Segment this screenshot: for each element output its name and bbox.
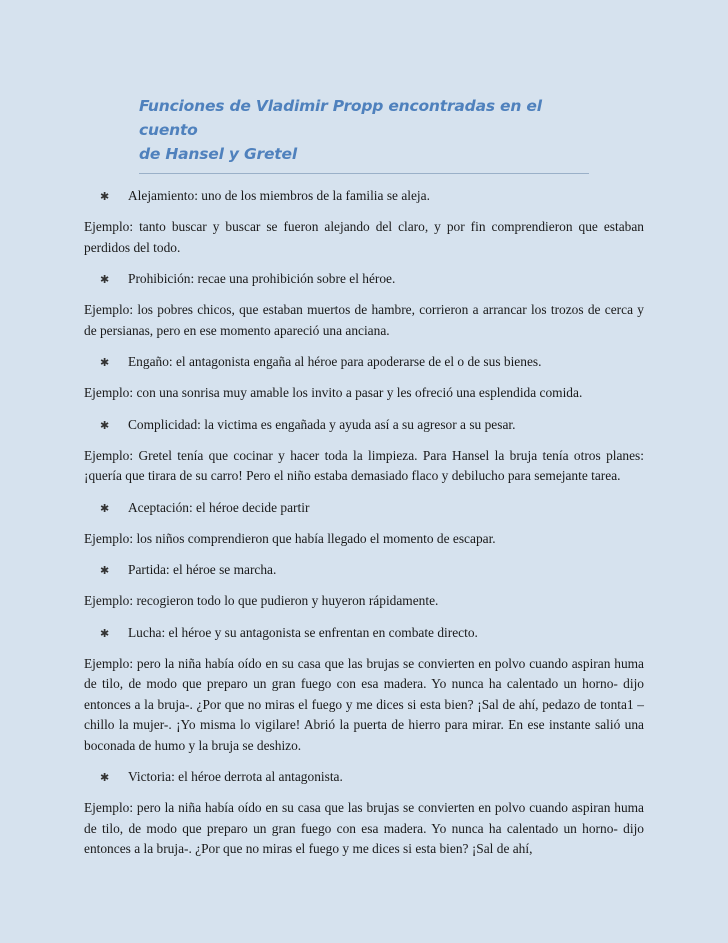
asterisk-icon: ✱ — [100, 357, 110, 369]
bullet-text: Engaño: el antagonista engaña al héroe para apoderarse de el o de sus bienes. — [128, 354, 542, 369]
section-1 — [84, 186, 644, 258]
bullet-item — [100, 415, 644, 436]
document-title-line-2: de Hansel y Gretel — [139, 145, 297, 163]
example-paragraph: Ejemplo: pero la niña había oído en su casa que las brujas se convierten en polvo cuando aspiran huma de tilo, de modo que preparo un gran fuego con esa madera. Yo nunca ha calentado un horno- dijo entonces a la bruja-. ¿Por que no miras el fuego y me dices si esta bien? ¡Sal de ahí, pedazo de tonta1 –chillo la mujer-. ¡Yo misma lo vigilare! Abrió la puerta de hierro para mirar. En ese instante salió una boconada de humo y la bruja se deshizo. — [84, 655, 644, 753]
asterisk-icon: ✱ — [100, 772, 110, 784]
section-5 — [84, 498, 644, 550]
section-4 — [84, 415, 644, 487]
section-8 — [84, 767, 644, 860]
bullet-text: Aceptación: el héroe decide partir — [128, 499, 310, 515]
bullet-item — [100, 352, 644, 373]
bullet-item — [100, 560, 644, 581]
asterisk-icon: ✱ — [100, 627, 110, 640]
document-title-line-1: Funciones de Vladimir Propp encontradas en el cuento — [139, 97, 542, 139]
bullet-text: Complicidad: la victima es engañada y ayuda así a su agresor a su pesar. — [128, 416, 516, 432]
asterisk-icon: ✱ — [100, 502, 110, 515]
example-paragraph: Ejemplo: pero la niña había oído en su casa que las brujas se convierten en polvo cuando aspiran huma de tilo, de modo que preparo un gran fuego con esa madera. Yo nunca ha calentado un horno- dijo entonces a la bruja-. ¿Por que no miras el fuego y me dices si esta bien? ¡Sal de ahí, — [84, 800, 644, 856]
section-3 — [84, 352, 644, 404]
section-6 — [84, 560, 644, 612]
bullet-item — [100, 767, 644, 788]
example-paragraph: Ejemplo: Gretel tenía que cocinar y hacer toda la limpieza. Para Hansel la bruja tenía otros planes: ¡quería que tirara de su carro! Pero el niño estaba demasiado flaco y debilucho para semejante tarea. — [84, 447, 644, 483]
asterisk-icon: ✱ — [100, 419, 110, 432]
example-paragraph: Ejemplo: tanto buscar y buscar se fueron alejando del claro, y por fin comprendieron que estaban perdidos del todo. — [84, 219, 644, 255]
bullet-item — [100, 269, 644, 290]
asterisk-icon: ✱ — [100, 274, 110, 286]
bullet-text: Lucha: el héroe y su antagonista se enfrentan en combate directo. — [128, 624, 478, 640]
example-paragraph: Ejemplo: los pobres chicos, que estaban muertos de hambre, corrieron a arrancar los trozos de cerca y de persianas, pero en ese momento apareció una anciana. — [84, 302, 644, 338]
asterisk-icon: ✱ — [100, 565, 110, 577]
bullet-item — [100, 623, 644, 644]
bullet-item — [100, 498, 644, 519]
bullet-text: Prohibición: recae una prohibición sobre el héroe. — [128, 271, 396, 286]
section-7 — [84, 623, 644, 757]
example-paragraph: Ejemplo: los niños comprendieron que había llegado el momento de escapar. — [84, 530, 496, 546]
bullet-item — [100, 186, 644, 207]
section-2 — [84, 269, 644, 341]
asterisk-icon: ✱ — [100, 191, 110, 203]
example-paragraph: Ejemplo: recogieron todo lo que pudieron y huyeron rápidamente. — [84, 593, 439, 608]
bullet-text: Victoria: el héroe derrota al antagonista. — [128, 769, 343, 784]
bullet-text: Alejamiento: uno de los miembros de la familia se aleja. — [128, 188, 430, 203]
example-paragraph: Ejemplo: con una sonrisa muy amable los invito a pasar y les ofreció una esplendida comida. — [84, 385, 583, 400]
title-block — [139, 94, 589, 174]
bullet-text: Partida: el héroe se marcha. — [128, 562, 277, 577]
